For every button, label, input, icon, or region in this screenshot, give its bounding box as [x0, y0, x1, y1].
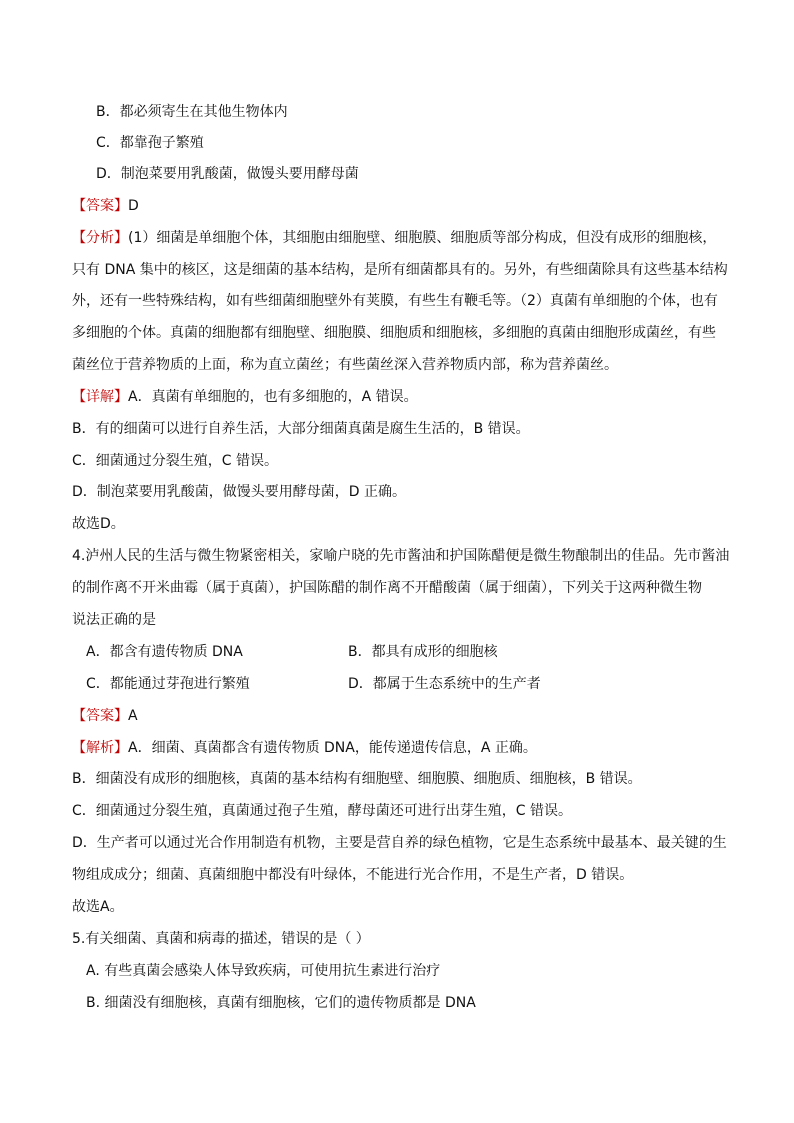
q3-analysis-line-3: 外，还有一些特殊结构，如有些细菌细胞壁外有荚膜，有些生有鞭毛等。（2）真菌有单细胞的个体，也有 — [72, 293, 718, 309]
q4-stem-line-2: 的制作离不开米曲霉（属于真菌），护国陈醋的制作离不开醋酸菌（属于细菌），下列关于这两种微生物 — [72, 580, 702, 596]
q3-detail-line-1 — [72, 387, 722, 407]
answer-value: A — [128, 708, 138, 724]
q3-detail-line-4: D．制泡菜要用乳酸菌，做馒头要用酵母菌，D 正确。 — [72, 484, 407, 500]
q4-analysis-line-1 — [72, 738, 722, 758]
detail-tag: 【详解】 — [72, 389, 128, 405]
q3-conclusion: 故选D。 — [72, 516, 125, 532]
analysis-tag: 【解析】 — [72, 740, 128, 756]
analysis-text: (1）细菌是单细胞个体，其细胞由细胞壁、细胞膜、细胞质等部分构成，但没有成形的细胞核， — [128, 230, 717, 246]
q3-analysis-line-4: 多细胞的个体。真菌的细胞都有细胞壁、细胞膜、细胞质和细胞核，多细胞的真菌由细胞形成菌丝，有些 — [72, 325, 716, 341]
q5-option-b: B. 细菌没有细胞核，真菌有细胞核，它们的遗传物质都是 DNA — [86, 995, 476, 1011]
q5-stem: 5.有关细菌、真菌和病毒的描述，错误的是（ ） — [72, 931, 370, 947]
q3-analysis-line-1 — [72, 228, 722, 248]
q4-analysis-line-5: 物组成成分；细菌、真菌细胞中都没有叶绿体，不能进行光合作用，不是生产者，D 错误。 — [72, 867, 634, 883]
q4-answer-line — [72, 706, 722, 726]
q3-option-c: C．都靠孢子繁殖 — [96, 135, 204, 151]
q4-conclusion: 故选A。 — [72, 899, 124, 915]
q3-option-d: D．制泡菜要用乳酸菌，做馒头要用酵母菌 — [96, 166, 359, 182]
detail-text: A．真菌有单细胞的，也有多细胞的，A 错误。 — [128, 389, 418, 405]
answer-tag: 【答案】 — [72, 708, 128, 724]
q4-option-a: A．都含有遗传物质 DNA — [86, 644, 243, 660]
analysis-text: A．细菌、真菌都含有遗传物质 DNA，能传递遗传信息，A 正确。 — [128, 740, 537, 756]
answer-tag: 【答案】 — [72, 198, 128, 214]
q3-detail-line-3: C．细菌通过分裂生殖，C 错误。 — [72, 453, 279, 469]
q3-option-b: B．都必须寄生在其他生物体内 — [96, 104, 288, 120]
q3-analysis-line-5: 菌丝位于营养物质的上面，称为直立菌丝；有些菌丝深入营养物质内部，称为营养菌丝。 — [72, 357, 618, 373]
q4-stem-line-3: 说法正确的是 — [72, 612, 156, 628]
q3-analysis-line-2: 只有 DNA 集中的核区，这是细菌的基本结构，是所有细菌都具有的。另外，有些细菌除具有这些基本结构 — [72, 262, 728, 278]
q4-analysis-line-4: D．生产者可以通过光合作用制造有机物，主要是营自养的绿色植物，它是生态系统中最基本、最关键的生 — [72, 835, 727, 851]
q4-analysis-line-2: B．细菌没有成形的细胞核，真菌的基本结构有细胞壁、细胞膜、细胞质、细胞核，B 错误。 — [72, 771, 642, 787]
q4-option-b: B．都具有成形的细胞核 — [348, 644, 498, 660]
q4-option-d: D．都属于生态系统中的生产者 — [348, 676, 541, 692]
q4-stem-line-1: 4.泸州人民的生活与微生物紧密相关，家喻户晓的先市酱油和护国陈醋便是微生物酿制出的佳品。先市酱油 — [72, 548, 730, 564]
q4-analysis-line-3: C．细菌通过分裂生殖，真菌通过孢子生殖，酵母菌还可进行出芽生殖，C 错误。 — [72, 803, 572, 819]
analysis-tag: 【分析】 — [72, 230, 128, 246]
q3-detail-line-2: B．有的细菌可以进行自养生活，大部分细菌真菌是腐生生活的，B 错误。 — [72, 421, 530, 437]
answer-value: D — [128, 198, 139, 214]
q5-option-a: A. 有些真菌会感染人体导致疾病，可使用抗生素进行治疗 — [86, 963, 441, 979]
q4-option-c: C．都能通过芽孢进行繁殖 — [86, 676, 250, 692]
q3-answer-line — [72, 196, 722, 216]
